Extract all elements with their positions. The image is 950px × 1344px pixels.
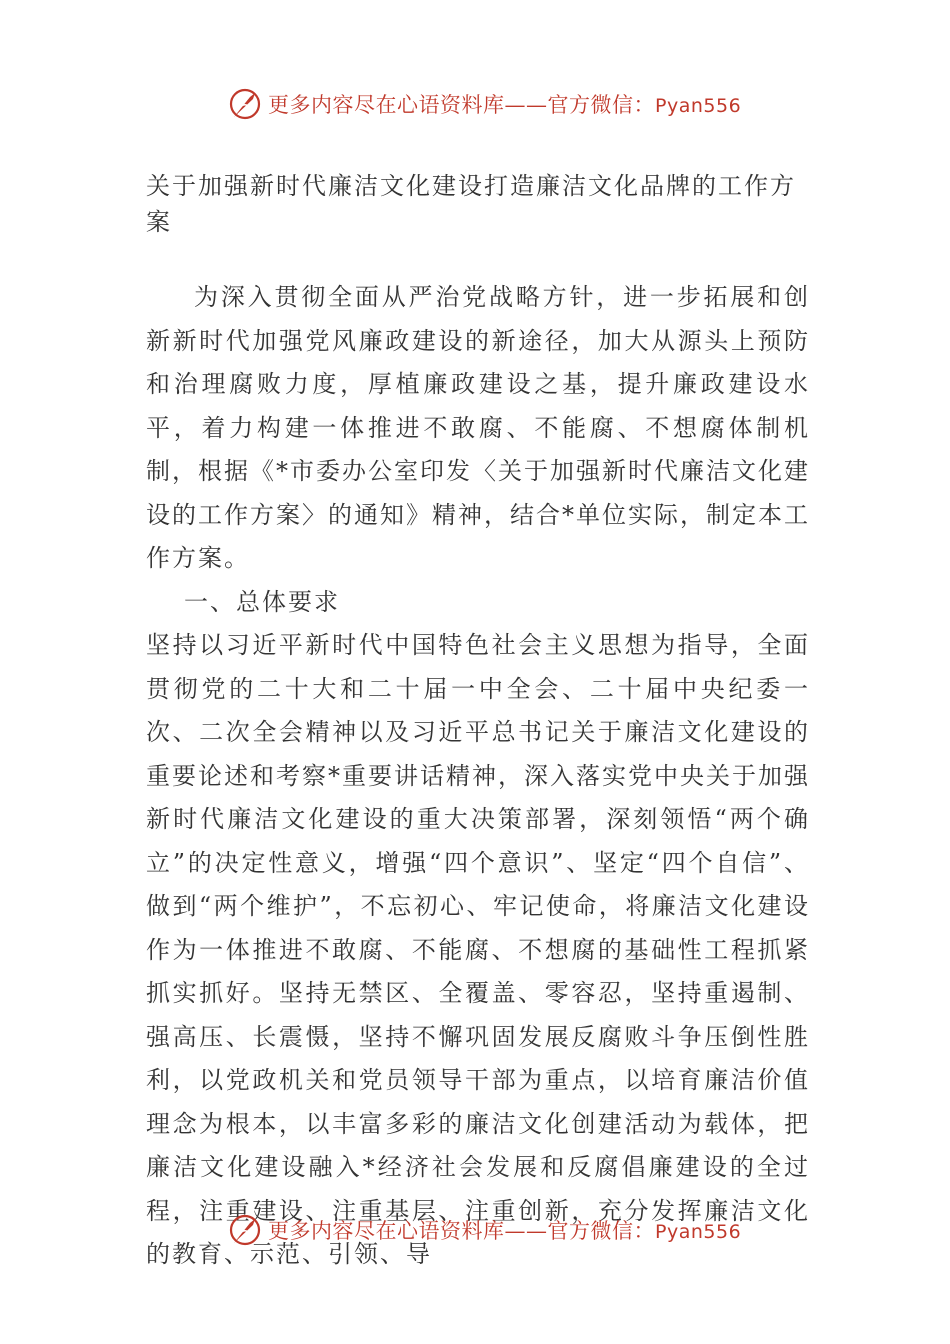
intro-paragraph: 为深入贯彻全面从严治党战略方针，进一步拓展和创新新时代加强党风廉政建设的新途径，加大从源头上预防和治理腐败力度，厚植廉政建设之基，提升廉政建设水平，着力构建一体推进不敢腐、不能腐、不想腐体制机制，根据《*市委办公室印发〈关于加强新时代廉洁文化建设的工作方案〉的通知》精神，结合*单位实际，制定本工作方案。 <box>146 283 810 572</box>
quill-logo-icon <box>228 87 262 121</box>
section-heading: 一、总体要求 <box>184 587 340 616</box>
watermark-banner-top <box>228 84 748 124</box>
watermark-text: 更多内容尽在心语资料库——官方微信：Pyan556 <box>268 1219 742 1243</box>
quill-logo-icon <box>228 1213 262 1247</box>
document-body <box>146 168 810 1277</box>
watermark-text: 更多内容尽在心语资料库——官方微信：Pyan556 <box>268 93 742 117</box>
document-title: 关于加强新时代廉洁文化建设打造廉洁文化品牌的工作方案 <box>146 172 796 236</box>
watermark-banner-bottom <box>228 1210 748 1250</box>
section-paragraph: 坚持以习近平新时代中国特色社会主义思想为指导，全面贯彻党的二十大和二十届一中全会、二十届中央纪委一次、二次全会精神以及习近平总书记关于廉洁文化建设的重要论述和考察*重要讲话精神，深入落实党中央关于加强新时代廉洁文化建设的重大决策部署，深刻领悟“两个确立”的决定性意义，增强“四个意识”、坚定“四个自信”、做到“两个维护”，不忘初心、牢记使命，将廉洁文化建设作为一体推进不敢腐、不能腐、不想腐的基础性工程抓紧抓实抓好。坚持无禁区、全覆盖、零容忍，坚持重遏制、强高压、长震慑，坚持不懈巩固发展反腐败斗争压倒性胜利，以党政机关和党员领导干部为重点，以培育廉洁价值理念为根本，以丰富多彩的廉洁文化创建活动为载体，把廉洁文化建设融入*经济社会发展和反腐倡廉建设的全过程，注重建设、注重基层、注重创新，充分发挥廉洁文化的教育、示范、引领、导 <box>146 631 810 1268</box>
